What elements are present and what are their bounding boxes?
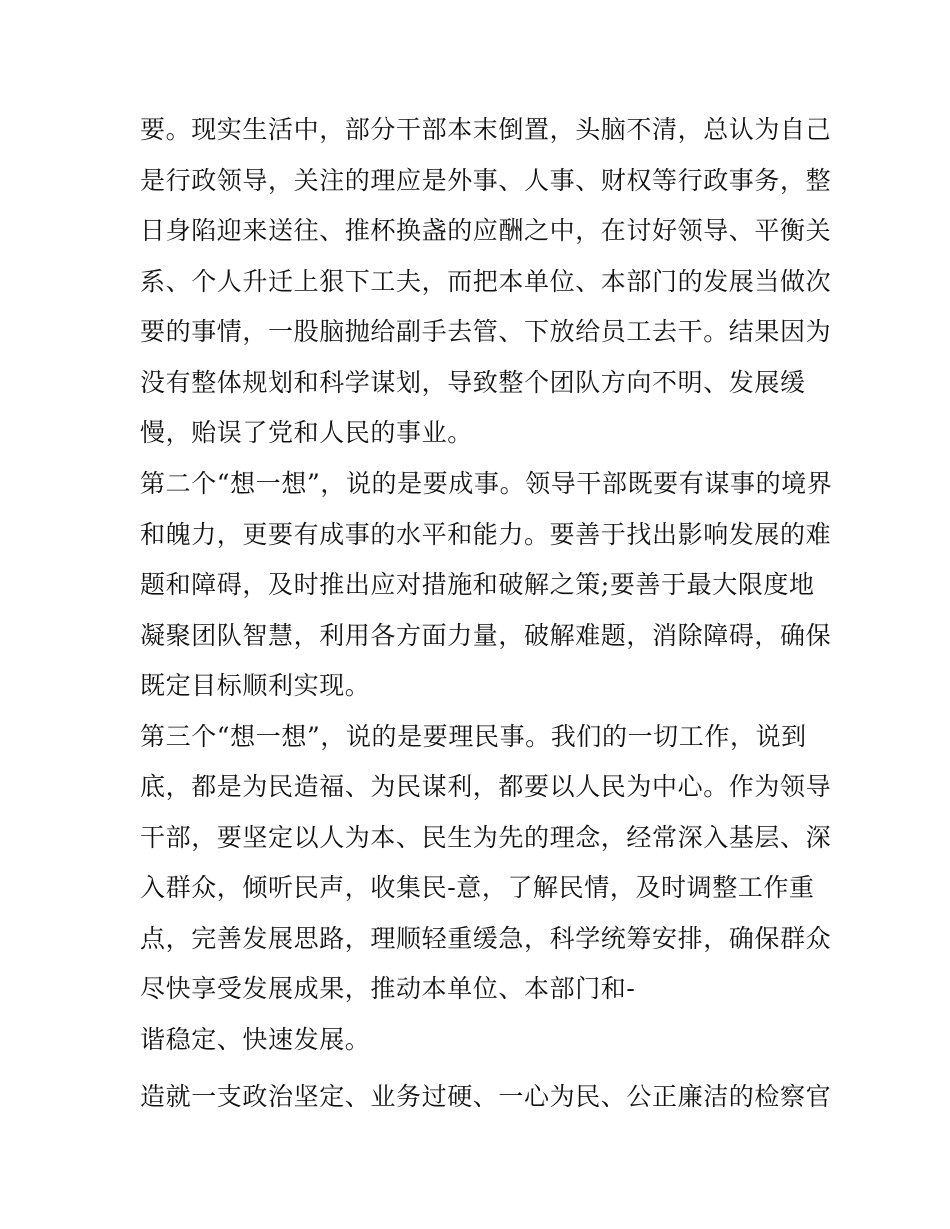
text-line: 干部，要坚定以人为本、民生为先的理念，经常深入基层、深 <box>140 823 832 852</box>
text-line: 系、个人升迁上狠下工夫，而把本单位、本部门的发展当做次 <box>140 267 832 296</box>
text-line: 要。现实生活中，部分干部本末倒置，头脑不清，总认为自己 <box>140 115 832 144</box>
text-line: 点，完善发展思路，理顺轻重缓急，科学统筹安排，确保群众 <box>140 924 832 953</box>
text-line: 没有整体规划和科学谋划，导致整个团队方向不明、发展缓 <box>140 368 806 397</box>
text-line: 造就一支政治坚定、业务过硬、一心为民、公正廉洁的检察官 <box>140 1082 832 1111</box>
text-line: 第三个“想一想”，说的是要理民事。我们的一切工作，说到 <box>140 722 807 751</box>
text-line: 入群众，倾听民声，收集民-意，了解民情，及时调整工作重 <box>140 873 815 902</box>
text-line: 既定目标顺利实现。 <box>140 671 371 700</box>
text-line: 要的事情，一股脑抛给副手去管、下放给员工去干。结果因为 <box>140 317 832 346</box>
text-line: 凝聚团队智慧，利用各方面力量，破解难题，消除障碍，确保 <box>140 621 832 650</box>
text-line: 底，都是为民造福、为民谋利，都要以人民为中心。作为领导 <box>140 772 832 801</box>
text-line: 第二个“想一想”，说的是要成事。领导干部既要有谋事的境界 <box>140 469 833 498</box>
text-line: 谐稳定、快速发展。 <box>140 1025 371 1054</box>
text-line: 和魄力，更要有成事的水平和能力。要善于找出影响发展的难 <box>140 520 832 549</box>
text-line: 慢，贻误了党和人民的事业。 <box>140 418 473 447</box>
text-line: 尽快享受发展成果，推动本单位、本部门和- <box>140 974 636 1003</box>
text-line: 题和障碍，及时推出应对措施和破解之策;要善于最大限度地 <box>140 570 815 599</box>
text-line: 是行政领导，关注的理应是外事、人事、财权等行政事务，整 <box>140 166 832 195</box>
text-line: 日身陷迎来送往、推杯换盏的应酬之中，在讨好领导、平衡关 <box>140 216 832 245</box>
